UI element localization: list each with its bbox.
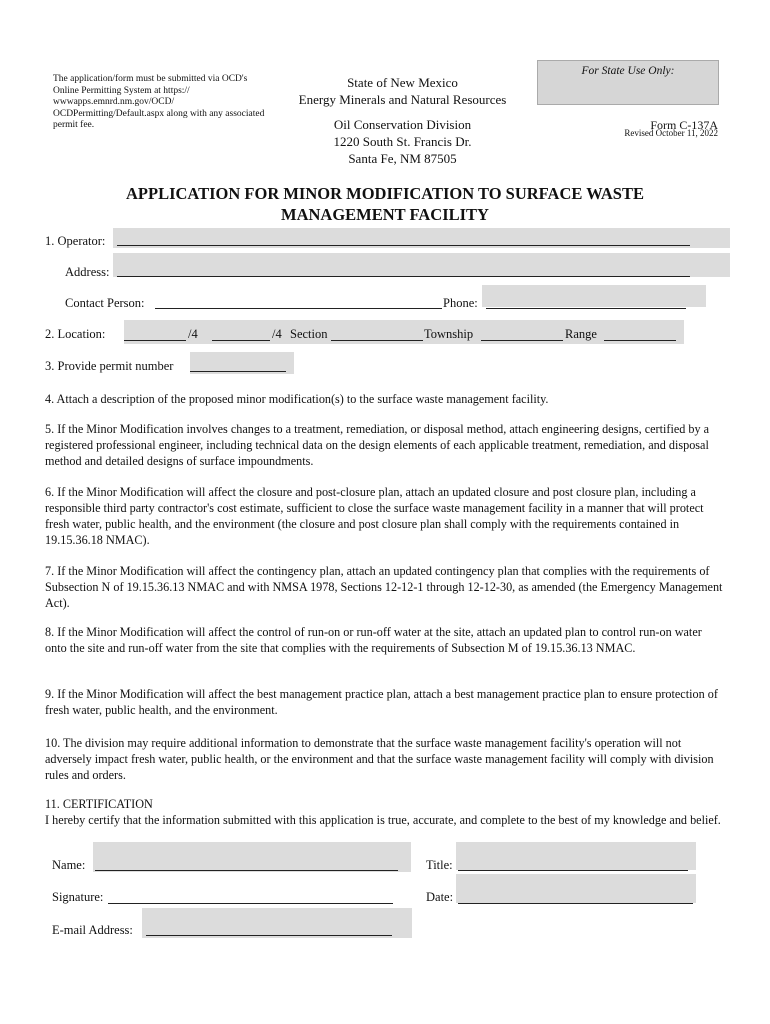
email-field[interactable] [142,908,412,938]
title-line-2: MANAGEMENT FACILITY [281,205,489,224]
address-label: Address: [65,265,110,279]
date-field[interactable] [456,874,696,903]
submission-notice: The application/form must be submitted via OCD's Online Permitting System at https:// wwwapps.emnrd.nm.gov/OCD/ OCDPermitting/Default.aspx along with any associated permit fee. [53,74,265,130]
certification-text: I hereby certify that the information submitted with this application is true, accurate, and complete to the best of my knowledge and belief. [45,813,721,827]
operator-line [117,245,690,246]
phone-line [486,308,686,309]
name-label: Name: [52,858,86,872]
date-line [458,903,693,904]
address-line [117,276,690,277]
signature-label: Signature: [52,890,104,904]
email-label: E-mail Address: [52,923,133,937]
item-7: 7. If the Minor Modification will affect the contingency plan, attach an updated contingency plan that complies with the requirements of Subsection N of 19.15.36.13 NMAC and with NMSA 1978, Sections 12-12-1 through 12-12-30, as amended (the Emergency Management Act). [45,564,723,610]
state-use-label: For State Use Only: [581,65,675,77]
section-label: Section [290,327,328,341]
item-6: 6. If the Minor Modification will affect the closure and post-closure plan, attach an updated closure and post closure plan, including a responsible third party contractor's cost estimate, sufficient to close the surface waste management facility in a manner that will protect fresh water, public health, and the environment (the closure and post closure plan shall comply with the requirements contained in 19.15.36.18 NMAC). [45,485,704,547]
item-10: 10. The division may require additional information to demonstrate that the surface waste management facility's operation will not adversely impact fresh water, public health, or the environment and that the surface waste management facility will comply with division rules and orders. [45,736,714,782]
signature-line[interactable] [108,903,393,904]
item-9: 9. If the Minor Modification will affect the best management practice plan, attach a best management practice plan to ensure protection of fresh water, public health, and the environment. [45,687,718,717]
location-row [0,320,770,348]
township-label: Township [424,327,474,341]
item-8: 8. If the Minor Modification will affect the control of run-on or run-off water at the site, attach an updated plan to control run-on water onto the site and run-off water from the site that complies with the requirements of Subsection M of 19.15.36.13 NMAC. [45,625,702,655]
email-line [146,935,392,936]
revised-date: Revised October 11, 2022 [624,128,718,138]
agency-division: Oil Conservation Division [333,117,472,132]
permit-row [0,352,770,378]
address-field[interactable] [113,253,730,277]
agency-street: 1220 South St. Francis Dr. [333,134,472,149]
agency-department: Energy Minerals and Natural Resources [298,92,507,107]
agency-state: State of New Mexico [347,75,458,90]
title-field[interactable] [456,842,696,870]
certification-heading: 11. CERTIFICATION [45,797,153,811]
contact-line[interactable] [155,308,442,309]
quarter1-suffix: /4 [188,327,198,341]
item-4: 4. Attach a description of the proposed minor modification(s) to the surface waste management facility. [45,392,549,406]
name-field[interactable] [93,842,411,872]
quarter1-line [124,340,186,341]
phone-label: Phone: [443,296,478,310]
title-label: Title: [426,858,453,872]
quarter2-line [212,340,270,341]
email-row [0,908,770,940]
operator-row [0,228,770,252]
title-line-1: APPLICATION FOR MINOR MODIFICATION TO SURFACE WASTE [126,184,644,203]
form-number: Form C-137A [650,118,718,132]
contact-row [0,290,770,314]
quarter2-suffix: /4 [272,327,282,341]
agency-city: Santa Fe, NM 87505 [348,151,457,166]
township-line [481,340,563,341]
date-label: Date: [426,890,454,904]
permit-line [190,371,286,372]
address-row [0,258,770,282]
page-title [60,183,710,225]
permit-label: 3. Provide permit number [45,359,174,373]
title-line [458,870,688,871]
section-line [331,340,423,341]
phone-field[interactable] [482,285,706,307]
state-use-box [537,60,719,105]
item-5: 5. If the Minor Modification involves changes to a treatment, remediation, or disposal method, attach engineering designs, certified by a registered professional engineer, including technical data on the design elements of each applicable treatment, remediation, and disposal method and detailed designs of surface impoundments. [45,422,710,468]
contact-label: Contact Person: [65,296,145,310]
signature-date-row [0,874,770,904]
range-label: Range [565,327,597,341]
name-line [95,870,398,871]
range-line [604,340,676,341]
location-label: 2. Location: [45,327,106,341]
operator-label: 1. Operator: [45,234,106,248]
name-title-row [0,842,770,872]
